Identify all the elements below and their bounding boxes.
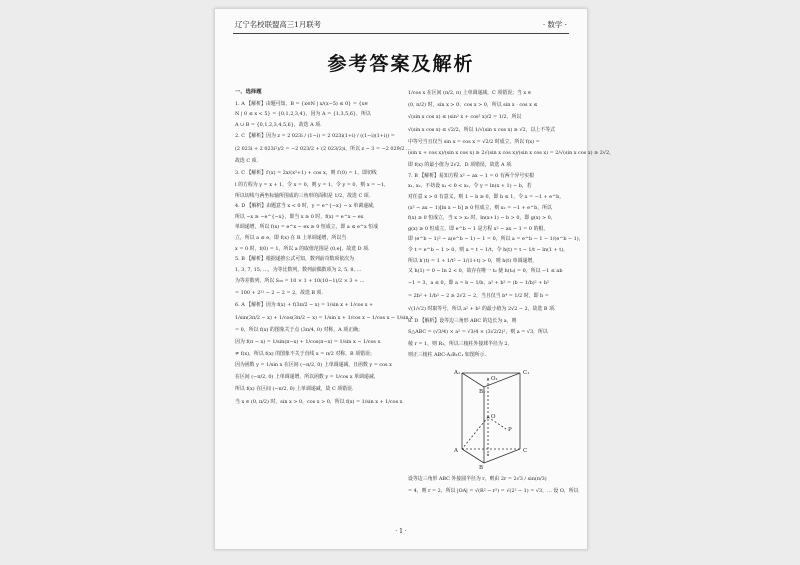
text-line: 所以 −x ≥ −e^{−x}，即当 x ≥ 0 时，f(x) = e^x − ex: [235, 213, 364, 220]
text-line: A ∪ B = {0,1,2,3,4,5,6}，故选 A 项.: [235, 121, 322, 128]
text-line: (0, π/2) 时，sin x > 0，cos x > 0，所以 sin x · cos x ≤: [408, 102, 538, 108]
text-line: 5. B 【解析】根据递推公式可知，数列前奇数项依次为: [235, 256, 354, 263]
text-line: 1/sin(3π/2 − x) + 1/cos(3π/2 − x) = 1/sin x + 1/cos x − 1/cos x − 1/sin x: [235, 314, 413, 321]
page-number: · 1 ·: [395, 528, 407, 535]
text-line: 单调递增，所以 f(x) = e^x − ex ≥ 0 恒成立，即 a ≤ e^x 恒成: [235, 224, 379, 231]
text-line: 设等边三角形 ABC 外接圆半径为 r，则由 2r = 2√3 / sin(π/3): [408, 475, 547, 482]
text-line: √(1/√2) 时取等号，所以 a² + b² 的最小值为 2√2 − 2，故选 B 项.: [408, 305, 556, 312]
text-line: 1/cos x 在区间 (π/2, π) 上单调递减，C 项错误；当 x ∈: [408, 90, 532, 96]
text-line: ≠ f(x)，所以 f(x) 的图象不关于直线 x = π/2 对称，B 项错误；: [235, 350, 375, 357]
header-exam-name: 辽宁名校联盟高三1月联考: [235, 20, 322, 29]
label-B1: B₁: [479, 388, 486, 395]
section-heading: 一、选择题: [235, 89, 262, 95]
text-line: 所以 h′(t) = 1 + 1/t² − 1/(1+t) > 0，则 h(t) 单调递增，: [408, 257, 538, 264]
text-line: 3. C 【解析】f′(x) = 2x/(x²+1) + cos x，则 f′(0) = 1，即切线: [235, 169, 377, 176]
label-O1: O₁: [491, 375, 498, 382]
text-line: 又 h(1) = 0 − ln 2 < 0，故存在唯一 t₀ 使 h(t₀) = 0，所以 −1 ≤ ab: [408, 268, 563, 275]
text-line: −1 = 3，a ≤ 0，即 a = b − 1/b，a² + b² = (b − 1/b)² + b²: [408, 279, 549, 286]
text-line: = 2b² + 1/b² − 2 ≥ 2√2 − 2，当且仅当 b⁴ = 1/2 时，即 b =: [408, 292, 549, 299]
prism-figure: [408, 363, 568, 471]
right-column: [408, 87, 614, 496]
text-line: N | 0 ≤ x < 5} = {0,1,2,3,4}，因为 A = {1,3,5,6}，所以: [235, 111, 371, 118]
text-line: f(x) ≥ 0 恒成立，当 x > x₂ 时，ln(x+1) − b > 0，即 g(x) > 0，: [408, 215, 556, 222]
text-line: 即 f(x) 的最小值为 2√2，D 项错误，故选 A 项.: [408, 162, 513, 169]
text-line: 为等差数列，所以 S₂₀ = 10 × 1 + 10(10−1)/2 × 3 + …: [235, 278, 365, 285]
label-C1: C₁: [523, 369, 530, 376]
text-line: = 100 + 2¹¹ − 2 − 2 = 2，故选 B 项.: [235, 290, 324, 297]
page-title: 参考答案及解析: [327, 53, 475, 75]
text-line: 所以 f(x) 在区间 (−π/2, 0) 上单调递减，故 C 项错误.: [235, 385, 354, 392]
text-line: 故选 C 项.: [235, 158, 259, 165]
text-line: = 0，所以 f(x) 的图象关于点 (3π/4, 0) 对称，A 项正确；: [235, 326, 363, 333]
text-line: 7. B 【解析】易知方程 x² − ax − 1 = 0 有两个异号实根: [408, 172, 535, 179]
text-line: = 4，则 r = 2，所以 |OA| = √(R² − r²) = √(2² − 1) = √3，… 设 O，所以: [408, 487, 579, 494]
text-line: 4. D 【解析】由题意当 x < 0 时，y = e^{−x} − x 单调递减，: [235, 203, 378, 210]
text-line: (x² − ax − 1)[ln x − b] ≥ 0 恒成立，则 x₂ = −1 + e^b，所以: [408, 204, 552, 211]
text-line: S△ABC = (√3/4) × a² = √3/4 × (3√2/2)²，则 a = √3，所以: [408, 329, 548, 336]
text-line: 中等号当且仅当 sin x = cos x = √2/2 时成立，所以 f(x) =: [408, 138, 540, 145]
text-line: 6. A 【解析】因为 f(x) + f(3π/2 − x) = 1/sin x + 1/cos x +: [235, 301, 374, 308]
text-line: 2. C 【解析】因为 z = 2 023i / (1−i) = 2 023i(1+i) / ((1−i)(1+i)) =: [235, 133, 395, 140]
text-line: 1, 3, 7, 15, …，为等比数列，数列前偶数项为 2, 5, 8, …: [235, 266, 362, 273]
text-line: (2 023i + 2 023i²)/2 = −2 023/2 + (2 023/2)i，所以 z − 3 = −2 029/2 …: [235, 146, 411, 153]
text-line: g(x) ≥ 0 恒成立，即 e^b − 1 是方程 x² − ax − 1 = 0 的根，: [408, 225, 549, 232]
label-A1: A₁: [454, 369, 461, 376]
text-line: 在区间 (−π/2, 0) 上单调递增，所以函数 y = 1/cos x 单调递减，: [235, 374, 379, 381]
text-line: 1. A 【解析】由题可知，B = {x∈N | x/(x−5) ≤ 0} = {x∈: [235, 100, 368, 107]
text-line: (sin x + cos x)/(sin x cos x) ≥ 2√(sin x cos x)/(sin x cos x) = 2/√(sin x cos x) ≥ 2√2，: [408, 150, 614, 157]
label-O: O: [491, 413, 496, 420]
text-line: 8. D 【解析】设等边三角形 ABC 的边长为 a，则: [408, 317, 517, 324]
text-line: 当 x ∈ (0, π/2) 时，sin x > 0，cos x > 0，所以 f(x) = 1/sin x + 1/cos x: [235, 398, 403, 405]
text-line: 因为函数 y = 1/sin x 在区间 (−π/2, 0) 上单调递减，且函数 y = cos x: [235, 362, 392, 369]
answer-page: [214, 8, 614, 550]
text-line: x = 0 时，f(0) = 1，所以 a 的取值范围是 (0,e]，故选 D 项.: [235, 245, 370, 252]
label-P: P: [508, 426, 512, 433]
text-line: √(sin x cos x) ≤ √2/2，所以 1/√(sin x cos x) ≥ √2，以上不等式: [408, 126, 556, 133]
text-line: 则正三棱柱 ABC-A₁B₁C₁ 如图所示.: [408, 351, 487, 358]
text-line: √(sin x cos x) ≤ (sin² x + cos² x)/2 = 1/2，所以: [408, 113, 522, 120]
header-subject: · 数学 ·: [542, 20, 567, 29]
text-line: 所以切线与两坐标轴所围成的三角形的面积是 1/2，故选 C 项.: [235, 192, 371, 199]
label-B: B: [479, 464, 484, 471]
text-line: 令 t = e^b − 1 > 0，则 a = t − 1/t，令 h(t) = t − 1/t − ln(1 + t)，: [408, 246, 569, 253]
label-A: A: [454, 447, 458, 454]
label-C: C: [523, 447, 528, 454]
text-line: 因为 f(π − x) = 1/sin(π−x) + 1/cos(π−x) = 1/sin x − 1/cos x: [235, 338, 381, 345]
text-line: l 的方程为 y = x + 1，令 x = 0，则 y = 1，令 y = 0，则 x = −1，: [235, 181, 389, 188]
text-line: 棱 r = 1，则 R₁，所以三棱柱外接球半径为 2，: [408, 341, 513, 348]
text-line: 即 (e^b − 1)² − a(e^b − 1) − 1 = 0，所以 a = e^b − 1 − 1/(e^b − 1)，: [408, 236, 584, 243]
text-line: 立，所以 a ≤ e，即 f(x) 在 R 上单调递增，所以当: [235, 234, 347, 241]
triangular-prism-diagram: [448, 365, 544, 469]
left-column: [235, 87, 413, 409]
page-header: [233, 19, 569, 34]
text-line: 对任意 x > 0 有意义，则 1 − b ≥ 0，即 b ≤ 1，令 x = −1 + e^b，: [408, 193, 565, 200]
text-line: x₁, x₂，不妨设 x₁ < 0 < x₂，令 y = ln(x + 1) − b，若: [408, 183, 532, 190]
